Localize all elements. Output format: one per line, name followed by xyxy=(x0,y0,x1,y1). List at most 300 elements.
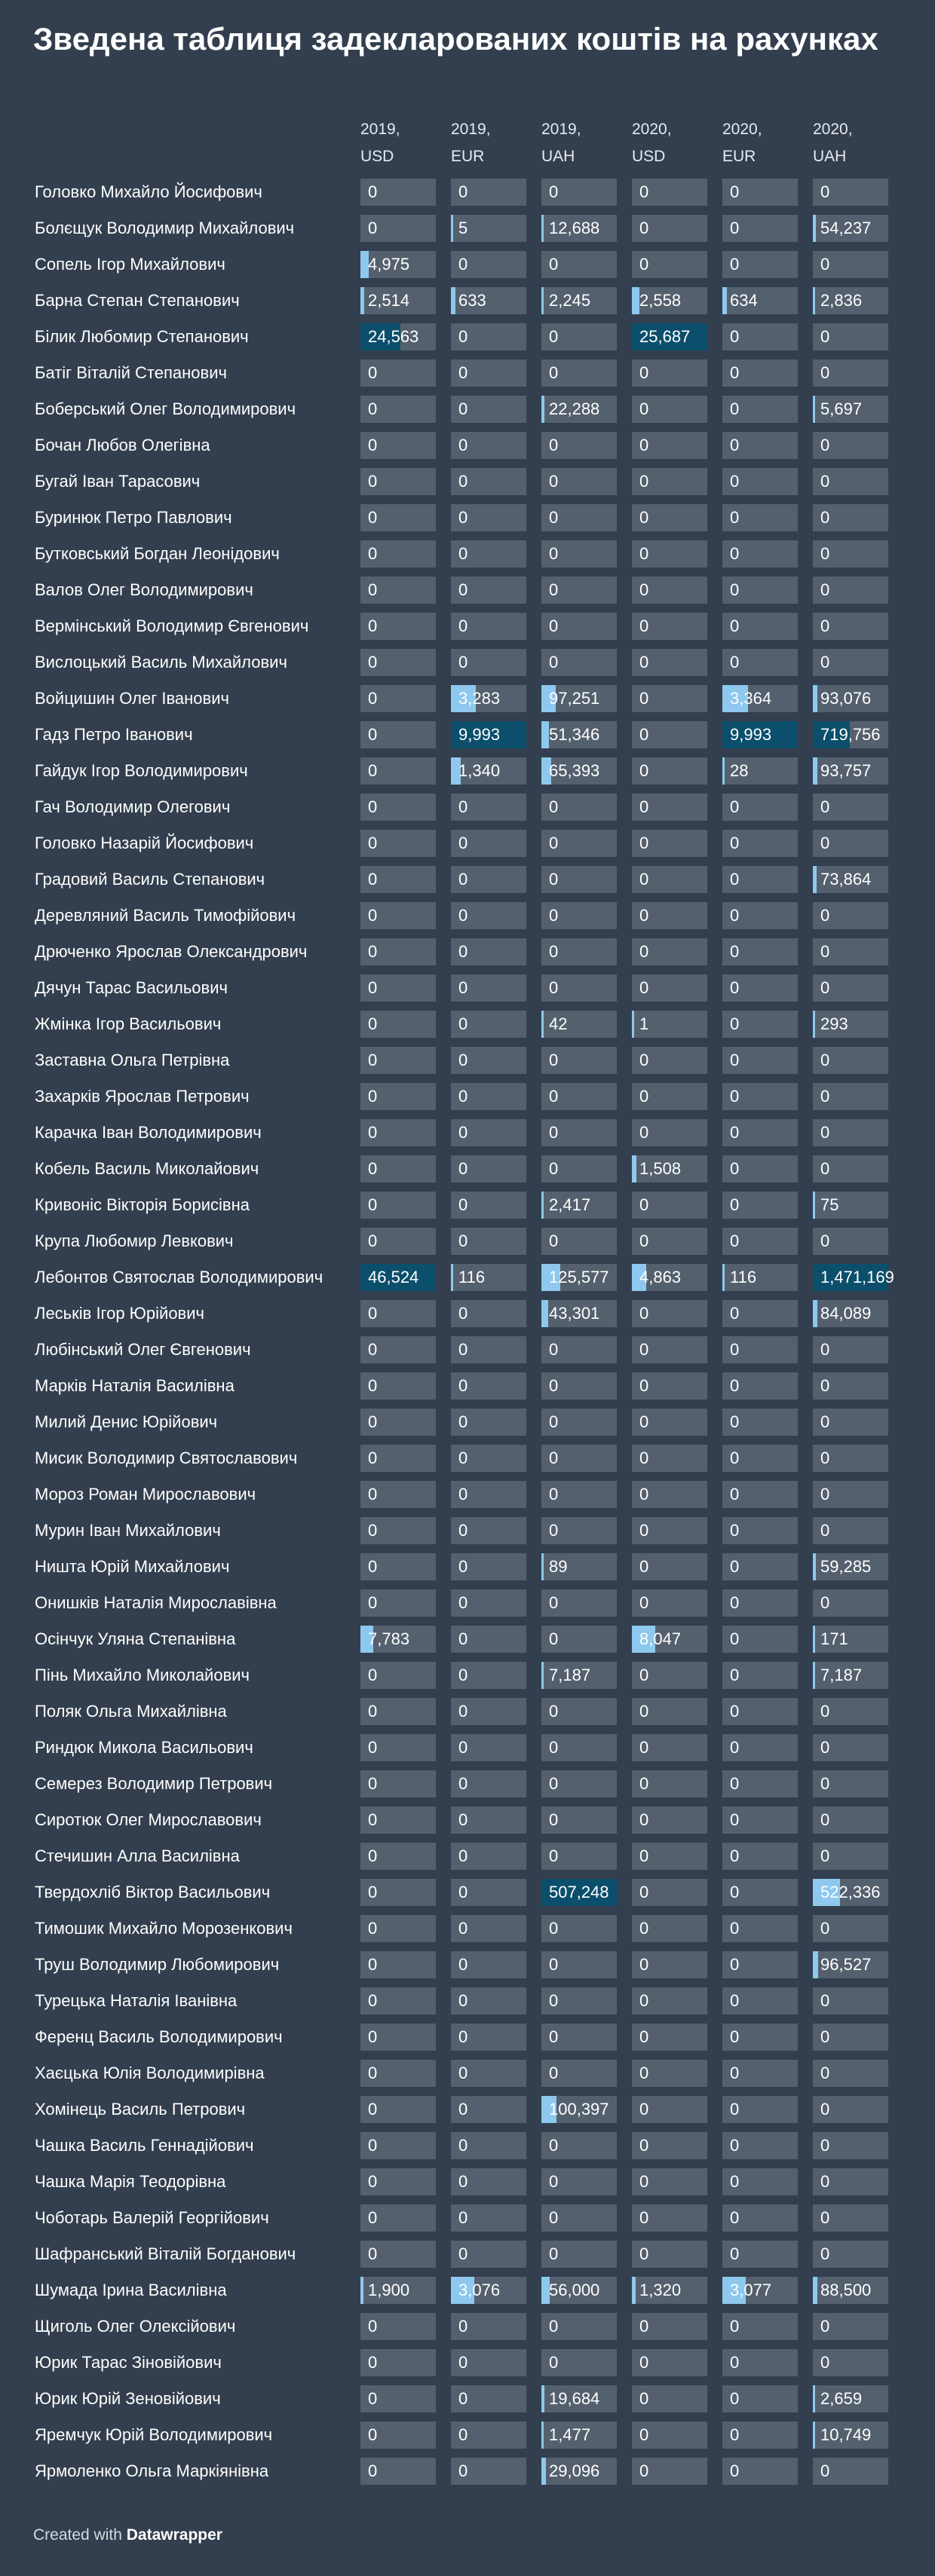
footer-credit[interactable] xyxy=(33,2526,222,2544)
value-bar xyxy=(541,1300,548,1327)
value-cell xyxy=(541,1626,617,1653)
value-cell xyxy=(451,359,526,387)
value-cell xyxy=(632,1734,707,1761)
value-label: 0 xyxy=(639,2389,649,2408)
table-row xyxy=(0,2200,935,2236)
table-row xyxy=(0,1838,935,1874)
value-cell xyxy=(813,2458,888,2485)
value-label: 0 xyxy=(730,797,740,816)
row-name: Любінський Олег Євгенович xyxy=(35,1340,251,1359)
value-cell xyxy=(813,1119,888,1146)
table-row xyxy=(0,391,935,427)
value-label: 0 xyxy=(458,1774,468,1793)
value-label: 0 xyxy=(458,2208,468,2227)
value-cell xyxy=(451,649,526,676)
value-bar xyxy=(722,287,727,314)
column-header[interactable] xyxy=(451,116,534,170)
row-name: Ярмоленко Ольга Маркіянівна xyxy=(35,2461,269,2480)
value-cell xyxy=(451,540,526,568)
value-cell xyxy=(632,2277,707,2304)
row-name: Семерез Володимир Петрович xyxy=(35,1774,273,1793)
value-cell xyxy=(632,1517,707,1544)
row-name: Сиротюк Олег Мирославович xyxy=(35,1810,262,1829)
table-row xyxy=(0,2019,935,2055)
value-label: 0 xyxy=(368,1521,378,1540)
value-cell xyxy=(451,577,526,604)
value-label: 3,283 xyxy=(458,689,501,708)
value-cell xyxy=(722,1011,798,1038)
value-cell xyxy=(813,1409,888,1436)
table-row xyxy=(0,210,935,246)
value-cell xyxy=(722,938,798,965)
value-label: 0 xyxy=(730,1340,740,1359)
value-bar xyxy=(541,215,544,242)
value-cell xyxy=(813,323,888,350)
value-label: 0 xyxy=(639,1846,649,1865)
value-label: 0 xyxy=(820,2136,830,2155)
value-cell xyxy=(541,432,617,459)
value-cell xyxy=(360,1951,436,1978)
value-label: 0 xyxy=(730,399,740,418)
value-label: 0 xyxy=(458,2027,468,2046)
value-label: 0 xyxy=(458,1123,468,1142)
value-label: 0 xyxy=(368,1449,378,1467)
row-name: Ништа Юрій Михайлович xyxy=(35,1557,230,1576)
value-cell xyxy=(722,757,798,785)
value-cell xyxy=(360,1987,436,2015)
value-cell xyxy=(541,2458,617,2485)
value-cell xyxy=(813,1626,888,1653)
value-cell xyxy=(813,938,888,965)
value-label: 0 xyxy=(639,1702,649,1721)
value-cell xyxy=(360,2422,436,2449)
value-label: 0 xyxy=(549,1087,559,1106)
value-label: 0 xyxy=(639,508,649,527)
value-label: 0 xyxy=(549,1159,559,1178)
value-label: 0 xyxy=(730,1195,740,1214)
value-cell xyxy=(813,1879,888,1906)
value-label: 507,248 xyxy=(549,1883,609,1901)
value-label: 0 xyxy=(730,1051,740,1069)
value-label: 0 xyxy=(820,2027,830,2046)
value-label: 0 xyxy=(820,1919,830,1938)
value-cell xyxy=(632,613,707,640)
value-label: 28 xyxy=(730,761,749,780)
value-label: 0 xyxy=(458,2389,468,2408)
value-label: 0 xyxy=(820,1376,830,1395)
value-label: 0 xyxy=(639,1521,649,1540)
value-label: 0 xyxy=(639,2027,649,2046)
value-label: 0 xyxy=(368,1991,378,2010)
value-cell xyxy=(451,1662,526,1689)
table-row xyxy=(0,572,935,608)
table-row xyxy=(0,608,935,644)
value-cell xyxy=(632,1626,707,1653)
value-label: 0 xyxy=(730,363,740,382)
value-label: 0 xyxy=(730,1376,740,1395)
value-label: 0 xyxy=(820,580,830,599)
value-label: 29,096 xyxy=(549,2461,600,2480)
value-cell xyxy=(632,468,707,495)
value-bar xyxy=(451,287,455,314)
row-name: Гайдук Ігор Володимирович xyxy=(35,761,248,780)
value-label: 0 xyxy=(820,906,830,925)
value-label: 96,527 xyxy=(820,1955,872,1974)
value-cell xyxy=(360,938,436,965)
value-label: 84,089 xyxy=(820,1304,872,1323)
value-label: 0 xyxy=(368,761,378,780)
value-bar xyxy=(632,1011,634,1038)
table-row xyxy=(0,1549,935,1585)
value-cell xyxy=(451,2168,526,2195)
value-cell xyxy=(360,1770,436,1797)
value-label: 634 xyxy=(730,291,758,310)
value-bar xyxy=(360,287,364,314)
value-label: 2,514 xyxy=(368,291,410,310)
value-label: 0 xyxy=(639,1666,649,1684)
value-cell xyxy=(451,1228,526,1255)
column-header-line: 2019, xyxy=(541,121,581,138)
value-cell xyxy=(360,287,436,314)
value-label: 97,251 xyxy=(549,689,600,708)
table-row xyxy=(0,1621,935,1657)
value-label: 0 xyxy=(549,2136,559,2155)
value-cell xyxy=(451,902,526,929)
value-label: 0 xyxy=(549,2244,559,2263)
value-label: 0 xyxy=(730,906,740,925)
value-cell xyxy=(541,1734,617,1761)
value-cell xyxy=(360,2168,436,2195)
value-cell xyxy=(813,721,888,748)
value-cell xyxy=(451,794,526,821)
value-cell xyxy=(813,251,888,278)
value-label: 0 xyxy=(458,1412,468,1431)
value-label: 0 xyxy=(639,1593,649,1612)
value-cell xyxy=(632,902,707,929)
value-bar xyxy=(722,1264,725,1291)
value-label: 2,659 xyxy=(820,2389,863,2408)
value-cell xyxy=(813,1083,888,1110)
value-cell xyxy=(722,1228,798,1255)
value-bar xyxy=(541,2422,544,2449)
value-label: 0 xyxy=(458,363,468,382)
value-label: 0 xyxy=(458,1955,468,1974)
value-label: 0 xyxy=(368,1195,378,1214)
value-cell xyxy=(813,757,888,785)
value-label: 0 xyxy=(368,834,378,852)
value-label: 0 xyxy=(549,2317,559,2336)
row-name: Онишків Наталія Мирославівна xyxy=(35,1593,277,1612)
column-header[interactable] xyxy=(541,116,624,170)
value-cell xyxy=(722,1481,798,1508)
value-label: 0 xyxy=(730,1593,740,1612)
value-label: 0 xyxy=(820,1231,830,1250)
value-cell xyxy=(632,432,707,459)
value-label: 0 xyxy=(368,2317,378,2336)
value-label: 0 xyxy=(730,1521,740,1540)
value-label: 1 xyxy=(639,1014,649,1033)
column-header[interactable] xyxy=(722,116,805,170)
value-label: 0 xyxy=(639,2136,649,2155)
value-cell xyxy=(541,2277,617,2304)
row-name: Бугай Іван Тарасович xyxy=(35,472,201,491)
value-label: 0 xyxy=(368,797,378,816)
value-cell xyxy=(632,1047,707,1074)
value-label: 116 xyxy=(458,1268,486,1286)
value-cell xyxy=(813,1336,888,1363)
table-row xyxy=(0,753,935,789)
value-cell xyxy=(722,1951,798,1978)
value-label: 9,993 xyxy=(730,725,772,744)
value-label: 0 xyxy=(458,1051,468,1069)
value-label: 3,364 xyxy=(730,689,772,708)
column-header[interactable] xyxy=(360,116,443,170)
value-label: 0 xyxy=(730,1666,740,1684)
value-label: 0 xyxy=(730,2100,740,2119)
value-cell xyxy=(360,1481,436,1508)
value-cell xyxy=(451,2241,526,2268)
value-cell xyxy=(722,1517,798,1544)
table-row xyxy=(0,1296,935,1332)
value-label: 0 xyxy=(368,1774,378,1793)
value-label: 0 xyxy=(820,255,830,274)
row-name: Кривоніс Вікторія Борисівна xyxy=(35,1195,250,1214)
value-cell xyxy=(541,721,617,748)
value-cell xyxy=(451,974,526,1002)
value-label: 0 xyxy=(639,472,649,491)
value-label: 0 xyxy=(458,1087,468,1106)
value-cell xyxy=(722,685,798,712)
value-cell xyxy=(451,432,526,459)
value-label: 0 xyxy=(368,1159,378,1178)
value-cell xyxy=(632,1119,707,1146)
value-label: 0 xyxy=(368,2353,378,2372)
value-cell xyxy=(722,251,798,278)
value-cell xyxy=(541,540,617,568)
value-label: 0 xyxy=(639,1774,649,1793)
row-name: Заставна Ольга Петрівна xyxy=(35,1051,230,1069)
value-bar xyxy=(813,1553,816,1580)
value-cell xyxy=(541,1915,617,1942)
value-cell xyxy=(632,2349,707,2376)
table-row xyxy=(0,789,935,825)
value-cell xyxy=(813,1155,888,1182)
value-label: 0 xyxy=(368,1231,378,1250)
value-label: 0 xyxy=(368,1810,378,1829)
value-cell xyxy=(813,504,888,531)
value-label: 0 xyxy=(730,580,740,599)
table-row xyxy=(0,1368,935,1404)
value-cell xyxy=(722,830,798,857)
value-cell xyxy=(722,2313,798,2340)
value-label: 0 xyxy=(730,1485,740,1504)
value-cell xyxy=(360,2024,436,2051)
value-cell xyxy=(813,1192,888,1219)
value-cell xyxy=(451,2313,526,2340)
value-label: 0 xyxy=(458,1231,468,1250)
value-label: 75 xyxy=(820,1195,839,1214)
value-cell xyxy=(451,1987,526,2015)
row-name: Бочан Любов Олегівна xyxy=(35,436,210,454)
value-cell xyxy=(632,649,707,676)
value-label: 0 xyxy=(730,1449,740,1467)
value-cell xyxy=(360,2313,436,2340)
row-name: Барна Степан Степанович xyxy=(35,291,240,310)
row-name: Головко Михайло Йосифович xyxy=(35,182,262,201)
value-label: 0 xyxy=(549,1991,559,2010)
value-label: 0 xyxy=(639,616,649,635)
value-cell xyxy=(541,1553,617,1580)
value-label: 0 xyxy=(639,1449,649,1467)
value-cell xyxy=(813,2060,888,2087)
value-label: 19,684 xyxy=(549,2389,600,2408)
value-label: 0 xyxy=(730,2208,740,2227)
value-cell xyxy=(360,974,436,1002)
value-label: 0 xyxy=(368,1340,378,1359)
row-name: Стечишин Алла Василівна xyxy=(35,1846,240,1865)
value-label: 0 xyxy=(730,1774,740,1793)
value-cell xyxy=(813,577,888,604)
value-label: 0 xyxy=(730,2027,740,2046)
value-cell xyxy=(451,215,526,242)
row-name: Бутковський Богдан Леонідович xyxy=(35,544,280,563)
value-cell xyxy=(813,1300,888,1327)
value-cell xyxy=(632,1698,707,1725)
footer-prefix: Created with xyxy=(33,2526,122,2544)
value-cell xyxy=(541,2349,617,2376)
value-label: 0 xyxy=(820,1340,830,1359)
value-cell xyxy=(632,2096,707,2123)
row-name: Мурин Іван Михайлович xyxy=(35,1521,221,1540)
value-cell xyxy=(813,613,888,640)
value-cell xyxy=(451,1915,526,1942)
value-label: 171 xyxy=(820,1629,848,1648)
row-name: Поляк Ольга Михайлівна xyxy=(35,1702,227,1721)
value-cell xyxy=(722,468,798,495)
value-cell xyxy=(541,1987,617,2015)
table-row xyxy=(0,2417,935,2453)
value-label: 0 xyxy=(368,1304,378,1323)
value-cell xyxy=(722,1119,798,1146)
table-row xyxy=(0,427,935,463)
row-name: Чашка Василь Геннадійович xyxy=(35,2136,254,2155)
value-label: 0 xyxy=(368,508,378,527)
value-cell xyxy=(541,215,617,242)
table-row xyxy=(0,2308,935,2345)
value-label: 89 xyxy=(549,1557,568,1576)
value-label: 5 xyxy=(458,219,468,237)
value-label: 0 xyxy=(458,1521,468,1540)
value-cell xyxy=(813,1734,888,1761)
value-cell xyxy=(632,540,707,568)
value-cell xyxy=(451,179,526,206)
value-label: 0 xyxy=(639,1955,649,1974)
table-row xyxy=(0,1911,935,1947)
value-label: 1,471,169 xyxy=(820,1268,894,1286)
value-label: 0 xyxy=(639,1376,649,1395)
value-cell xyxy=(722,1155,798,1182)
value-cell xyxy=(451,2060,526,2087)
value-cell xyxy=(632,1192,707,1219)
value-cell xyxy=(451,2204,526,2232)
column-header[interactable] xyxy=(813,116,896,170)
value-label: 0 xyxy=(820,2317,830,2336)
row-name: Вермінський Володимир Євгенович xyxy=(35,616,309,635)
value-cell xyxy=(722,1734,798,1761)
value-label: 0 xyxy=(549,182,559,201)
value-label: 0 xyxy=(730,834,740,852)
value-label: 0 xyxy=(820,2244,830,2263)
value-label: 0 xyxy=(730,942,740,961)
value-label: 0 xyxy=(458,1666,468,1684)
value-label: 0 xyxy=(549,1774,559,1793)
value-cell xyxy=(360,1264,436,1291)
value-cell xyxy=(632,2385,707,2412)
value-label: 0 xyxy=(458,1485,468,1504)
value-cell xyxy=(360,1047,436,1074)
value-cell xyxy=(813,2277,888,2304)
value-label: 0 xyxy=(639,1883,649,1901)
value-label: 0 xyxy=(368,2100,378,2119)
value-label: 0 xyxy=(730,1087,740,1106)
column-header[interactable] xyxy=(632,116,715,170)
value-cell xyxy=(813,432,888,459)
value-cell xyxy=(813,2313,888,2340)
value-cell xyxy=(360,2277,436,2304)
value-cell xyxy=(360,613,436,640)
value-cell xyxy=(632,2458,707,2485)
row-name: Крупа Любомир Левкович xyxy=(35,1231,234,1250)
value-label: 0 xyxy=(639,834,649,852)
value-cell xyxy=(541,1589,617,1617)
value-bar xyxy=(541,2385,544,2412)
value-cell xyxy=(451,1951,526,1978)
value-label: 125,577 xyxy=(549,1268,609,1286)
value-cell xyxy=(541,1843,617,1870)
value-cell xyxy=(451,468,526,495)
value-cell xyxy=(813,1951,888,1978)
value-cell xyxy=(632,938,707,965)
value-cell xyxy=(451,1047,526,1074)
column-header-line: EUR xyxy=(451,148,485,165)
value-cell xyxy=(632,1083,707,1110)
column-header-line: 2019, xyxy=(451,121,491,138)
value-label: 0 xyxy=(458,1810,468,1829)
value-cell xyxy=(541,1336,617,1363)
value-cell xyxy=(451,396,526,423)
value-cell xyxy=(360,1626,436,1653)
value-bar xyxy=(813,2385,815,2412)
table-row xyxy=(0,681,935,717)
column-header-line: 2020, xyxy=(632,121,672,138)
value-cell xyxy=(360,359,436,387)
value-label: 0 xyxy=(730,1629,740,1648)
row-name: Осінчук Уляна Степанівна xyxy=(35,1629,236,1648)
value-label: 0 xyxy=(549,1231,559,1250)
value-cell xyxy=(722,1409,798,1436)
row-name: Валов Олег Володимирович xyxy=(35,580,253,599)
value-cell xyxy=(451,504,526,531)
value-label: 0 xyxy=(549,616,559,635)
value-label: 0 xyxy=(639,2172,649,2191)
value-label: 0 xyxy=(549,2027,559,2046)
row-name: Чашка Марія Теодорівна xyxy=(35,2172,226,2191)
value-label: 0 xyxy=(820,942,830,961)
value-label: 522,336 xyxy=(820,1883,881,1901)
value-label: 0 xyxy=(820,1449,830,1467)
value-label: 0 xyxy=(549,255,559,274)
value-label: 0 xyxy=(368,1593,378,1612)
